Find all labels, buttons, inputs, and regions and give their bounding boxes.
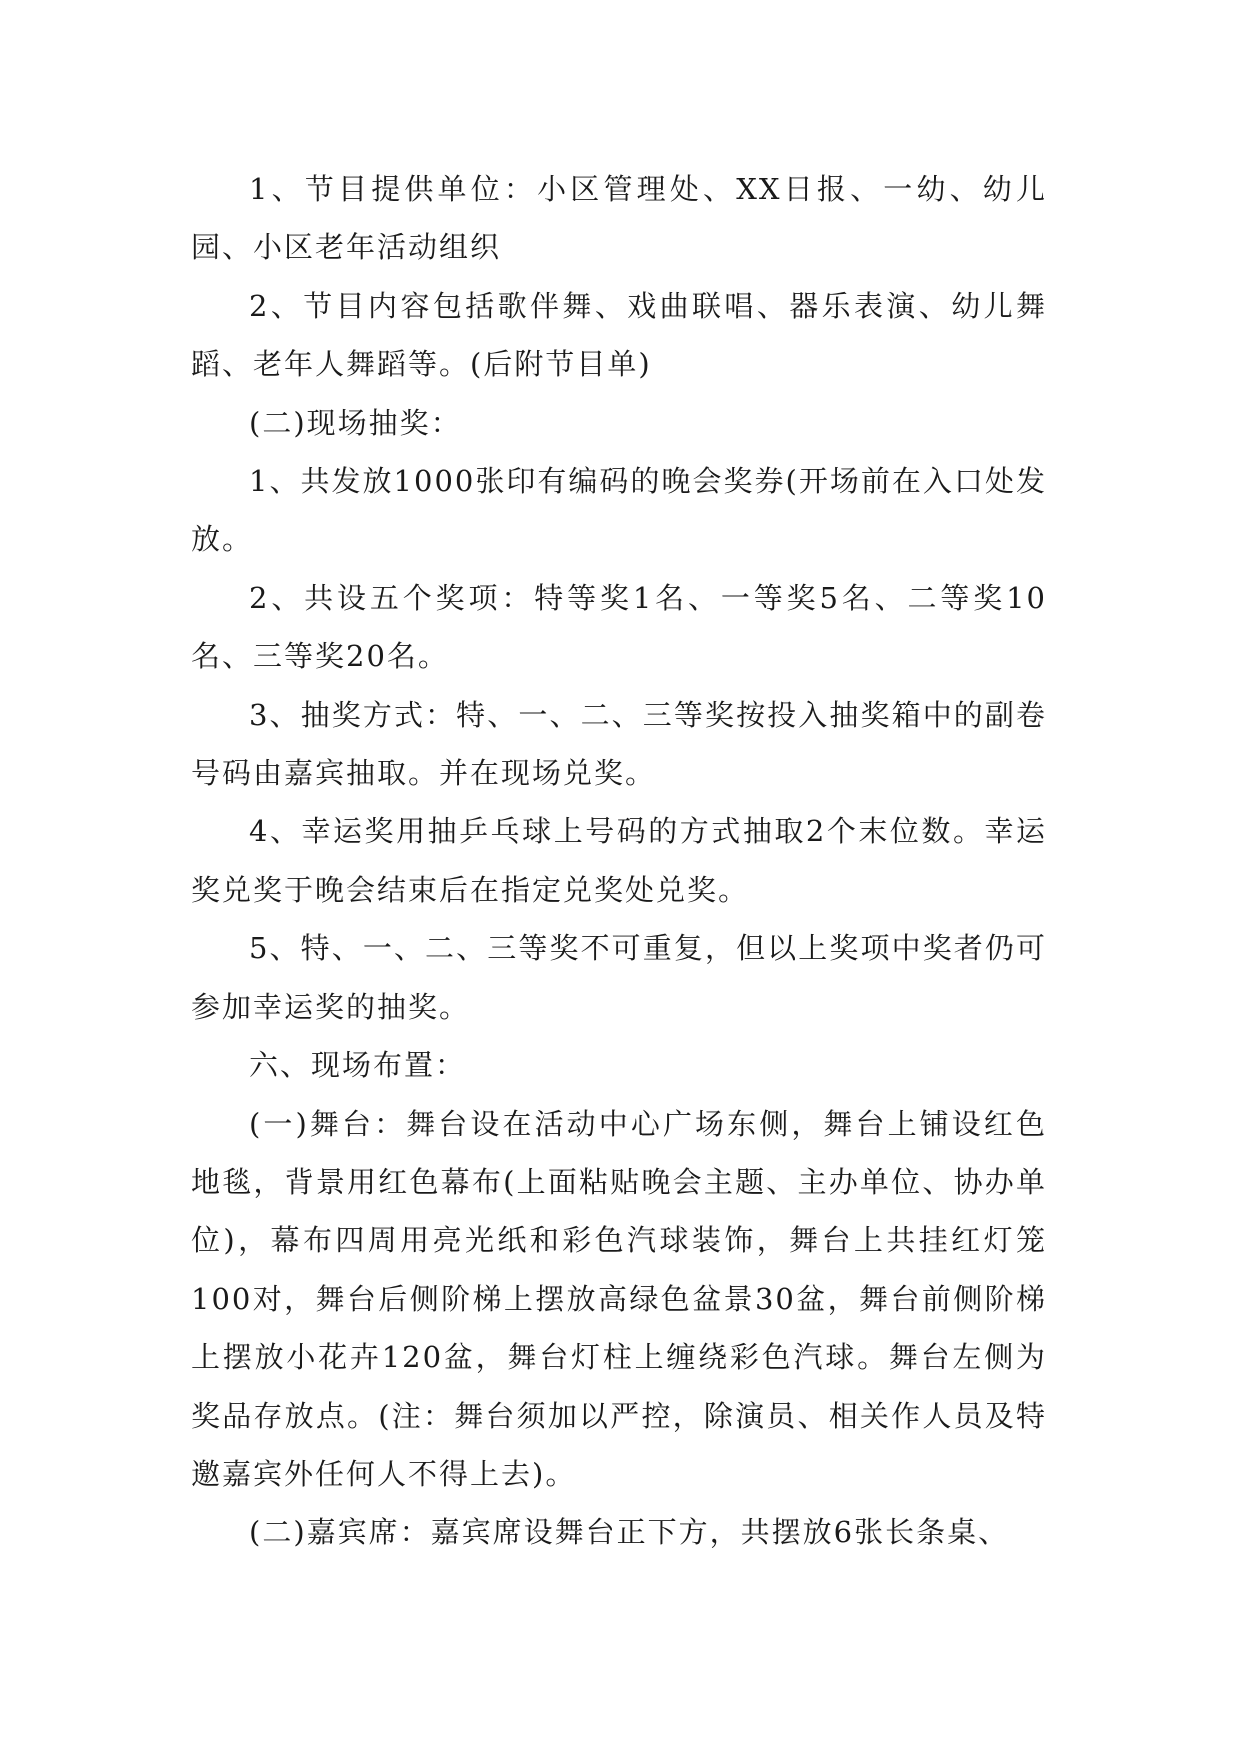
- paragraph-program-providers: 1、节目提供单位：小区管理处、XX日报、一幼、幼儿园、小区老年活动组织: [191, 172, 1047, 265]
- paragraph-lottery-tickets: 1、共发放1000张印有编码的晚会奖券(开场前在入口处发放。: [191, 464, 1047, 557]
- paragraph-draw-method: 3、抽奖方式：特、一、二、三等奖按投入抽奖箱中的副卷号码由嘉宾抽取。并在现场兑奖。: [191, 697, 1047, 791]
- paragraph-stage: (一)舞台：舞台设在活动中心广场东侧，舞台上铺设红色地毯，背景用红色幕布(上面粘贴晚会主题、主办单位、协办单位)，幕布四周用亮光纸和彩色汽球装饰，舞台上共挂红灯笼100对，舞台后侧阶梯上摆放高绿色盆景30盆，舞台前侧阶梯上摆放小花卉120盆，舞台灯柱上缠绕彩色汽球。舞台左侧为奖品存放点。(注：舞台须加以严控，除演员、相关作人员及特邀嘉宾外任何人不得上去)。: [191, 1106, 1047, 1491]
- section-heading-venue-layout: 六、现场布置：: [249, 1048, 467, 1083]
- paragraph-prize-categories: 2、共设五个奖项：特等奖1名、一等奖5名、二等奖10名、三等奖20名。: [191, 580, 1047, 674]
- document-body: [191, 160, 1047, 1562]
- paragraph-guest-seating: (二)嘉宾席：嘉宾席设舞台正下方，共摆放6张长条桌、: [249, 1515, 1010, 1550]
- paragraph-prize-rules: 5、特、一、二、三等奖不可重复，但以上奖项中奖者仍可参加幸运奖的抽奖。: [191, 931, 1047, 1024]
- paragraph-program-content: 2、节目内容包括歌伴舞、戏曲联唱、器乐表演、幼儿舞蹈、老年人舞蹈等。(后附节目单): [191, 288, 1047, 382]
- section-heading-lottery: (二)现场抽奖：: [249, 405, 462, 440]
- paragraph-lucky-prize: 4、幸运奖用抽乒乓球上号码的方式抽取2个末位数。幸运奖兑奖于晚会结束后在指定兑奖处兑奖。: [191, 814, 1047, 907]
